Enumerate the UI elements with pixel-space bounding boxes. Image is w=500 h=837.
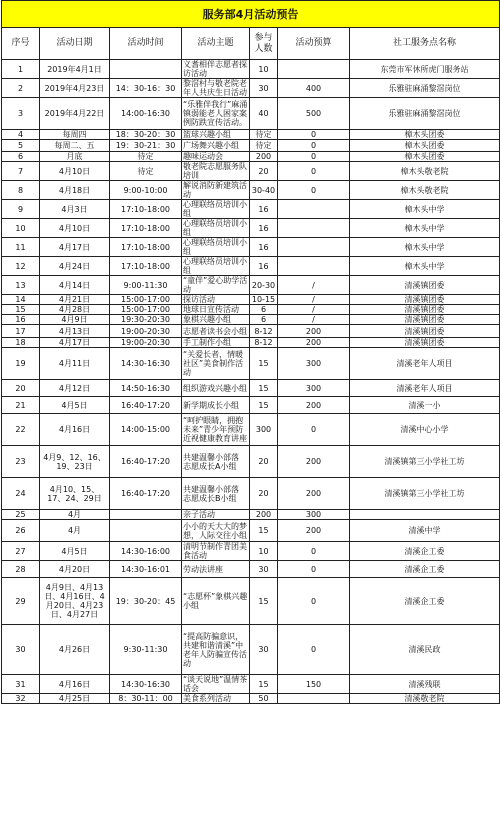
cell-index: 21 — [2, 397, 40, 414]
cell-theme: “关爱长者，情暖社区”美食制作活动 — [182, 348, 250, 380]
cell-date: 4月20日 — [40, 561, 110, 578]
header-index: 序号 — [2, 28, 40, 60]
cell-date: 4月28日 — [40, 305, 110, 315]
cell-budget: 200 — [278, 325, 350, 338]
cell-index: 12 — [2, 257, 40, 276]
cell-time: 待定 — [110, 152, 182, 162]
table-row — [2, 578, 500, 625]
cell-service-point: 清溪老年人项目 — [350, 380, 500, 397]
cell-theme: 心理联络员培训小组 — [182, 219, 250, 238]
cell-theme: 美食系列活动 — [182, 694, 250, 704]
cell-participants: 待定 — [250, 140, 278, 152]
cell-time: 14:30-16:00 — [110, 542, 182, 561]
cell-budget: 500 — [278, 98, 350, 130]
cell-theme: “志愿杯”象棋兴趣小组 — [182, 578, 250, 625]
table-row — [2, 238, 500, 257]
cell-service-point: 清溪镇团委 — [350, 276, 500, 295]
cell-index: 11 — [2, 238, 40, 257]
cell-date: 4月17日 — [40, 238, 110, 257]
cell-participants: 8-12 — [250, 338, 278, 348]
cell-budget: / — [278, 305, 350, 315]
cell-service-point: 清溪镇第三小学社工坊 — [350, 478, 500, 510]
cell-budget: 0 — [278, 414, 350, 446]
cell-index: 7 — [2, 162, 40, 181]
cell-service-point — [350, 510, 500, 520]
cell-time — [110, 520, 182, 542]
cell-participants: 200 — [250, 152, 278, 162]
cell-theme: 劳动法讲座 — [182, 561, 250, 578]
cell-time: 8：30-11：00 — [110, 694, 182, 704]
cell-theme: “童伴”爱心助学活动 — [182, 276, 250, 295]
cell-theme: 亲子活动 — [182, 510, 250, 520]
cell-date: 4月9日 — [40, 315, 110, 325]
cell-budget: 300 — [278, 380, 350, 397]
cell-time — [110, 60, 182, 79]
table-row — [2, 694, 500, 704]
cell-participants: 10-15 — [250, 295, 278, 305]
cell-date: 4月10、15、17、24、29日 — [40, 478, 110, 510]
cell-index: 31 — [2, 675, 40, 694]
cell-budget: 0 — [278, 140, 350, 152]
sheet-title: 服务部4月活动预告 — [2, 1, 500, 28]
cell-participants: 16 — [250, 257, 278, 276]
cell-budget: 300 — [278, 510, 350, 520]
cell-time: 16:40-17:20 — [110, 446, 182, 478]
cell-index: 5 — [2, 140, 40, 152]
table-row — [2, 60, 500, 79]
cell-date: 4月3日 — [40, 200, 110, 219]
cell-participants: 200 — [250, 510, 278, 520]
cell-service-point: 樟木头中学 — [350, 219, 500, 238]
cell-service-point: 清溪企工委 — [350, 578, 500, 625]
cell-participants: 15 — [250, 578, 278, 625]
cell-budget: / — [278, 295, 350, 305]
cell-participants: 30 — [250, 625, 278, 675]
cell-theme: 解说消防新建筑活动 — [182, 181, 250, 200]
table-row — [2, 200, 500, 219]
header-date: 活动日期 — [40, 28, 110, 60]
cell-index: 26 — [2, 520, 40, 542]
cell-time: 16:40-17:20 — [110, 397, 182, 414]
cell-service-point: 清溪镇团委 — [350, 325, 500, 338]
cell-index: 29 — [2, 578, 40, 625]
cell-date: 4月 — [40, 510, 110, 520]
cell-index: 24 — [2, 478, 40, 510]
cell-time: 9:00-10:00 — [110, 181, 182, 200]
cell-date: 每周四 — [40, 130, 110, 140]
cell-theme: “谈天说地”温情茶话会 — [182, 675, 250, 694]
cell-date: 2019年4月1日 — [40, 60, 110, 79]
cell-budget: 150 — [278, 675, 350, 694]
table-row — [2, 79, 500, 98]
cell-budget: 0 — [278, 578, 350, 625]
cell-budget: 200 — [278, 397, 350, 414]
table-row — [2, 98, 500, 130]
cell-date: 4月24日 — [40, 257, 110, 276]
cell-participants: 15 — [250, 520, 278, 542]
cell-date: 每周二、五 — [40, 140, 110, 152]
cell-participants: 8-12 — [250, 325, 278, 338]
table-row — [2, 380, 500, 397]
cell-date: 4月25日 — [40, 694, 110, 704]
cell-time: 14：30-16：30 — [110, 79, 182, 98]
cell-budget — [278, 219, 350, 238]
activity-table — [1, 0, 500, 704]
cell-index: 25 — [2, 510, 40, 520]
cell-participants: 20 — [250, 446, 278, 478]
cell-index: 8 — [2, 181, 40, 200]
cell-service-point: 清溪企工委 — [350, 542, 500, 561]
cell-theme: 清明节制作青团美食活动 — [182, 542, 250, 561]
cell-date: 4月26日 — [40, 625, 110, 675]
cell-service-point: 樟木头团委 — [350, 152, 500, 162]
cell-date: 4月11日 — [40, 348, 110, 380]
cell-index: 10 — [2, 219, 40, 238]
cell-service-point: 清溪老年人项目 — [350, 348, 500, 380]
cell-participants: 300 — [250, 414, 278, 446]
cell-service-point: 樟木头敬老院 — [350, 181, 500, 200]
cell-time: 14:30-16:01 — [110, 561, 182, 578]
table-row — [2, 478, 500, 510]
cell-index: 9 — [2, 200, 40, 219]
cell-participants: 30 — [250, 561, 278, 578]
cell-participants: 30-40 — [250, 181, 278, 200]
cell-theme: 共建温馨小部落 志愿成长A小组 — [182, 446, 250, 478]
cell-theme: “乐雅伴我行”麻涌镇弱能老人困家案例防跌宣传活动。 — [182, 98, 250, 130]
cell-service-point: 清溪中心小学 — [350, 414, 500, 446]
cell-participants: 待定 — [250, 130, 278, 140]
cell-theme: “提高防骗意识，共建和谐清溪”中老年人防骗宣传活动 — [182, 625, 250, 675]
cell-budget — [278, 200, 350, 219]
cell-budget: / — [278, 315, 350, 325]
cell-budget: 0 — [278, 130, 350, 140]
cell-participants: 50 — [250, 694, 278, 704]
table-row — [2, 520, 500, 542]
cell-date: 4月10日 — [40, 219, 110, 238]
cell-index: 18 — [2, 338, 40, 348]
cell-budget: 0 — [278, 542, 350, 561]
cell-time: 9:00-11:30 — [110, 276, 182, 295]
cell-date: 2019年4月22日 — [40, 98, 110, 130]
cell-time: 14:30-16:30 — [110, 348, 182, 380]
cell-budget: 0 — [278, 152, 350, 162]
cell-time: 19:00-20:30 — [110, 338, 182, 348]
cell-participants: 6 — [250, 305, 278, 315]
cell-time: 14:00-15:00 — [110, 414, 182, 446]
cell-participants: 16 — [250, 200, 278, 219]
table-row — [2, 542, 500, 561]
cell-time: 17:10-18:00 — [110, 219, 182, 238]
cell-theme: 敬老院志愿服务队培训 — [182, 162, 250, 181]
cell-time: 17:10-18:00 — [110, 257, 182, 276]
table-row — [2, 446, 500, 478]
table-row — [2, 140, 500, 152]
cell-budget — [278, 694, 350, 704]
cell-budget: 300 — [278, 348, 350, 380]
cell-time: 14:30-16:30 — [110, 675, 182, 694]
table-row — [2, 414, 500, 446]
cell-budget: 200 — [278, 478, 350, 510]
cell-index: 14 — [2, 295, 40, 305]
cell-service-point: 清溪民政 — [350, 625, 500, 675]
cell-theme: 篮球兴趣小组 — [182, 130, 250, 140]
cell-service-point: 樟木头中学 — [350, 257, 500, 276]
cell-participants: 15 — [250, 675, 278, 694]
table-row — [2, 152, 500, 162]
cell-theme: 探访活动 — [182, 295, 250, 305]
cell-date: 4月9、12、16、19、23日 — [40, 446, 110, 478]
table-row — [2, 338, 500, 348]
cell-date: 4月10日 — [40, 162, 110, 181]
cell-budget: / — [278, 276, 350, 295]
cell-time: 14:50-16:30 — [110, 380, 182, 397]
cell-theme: 小小的天大大的梦想，人际交往小组 — [182, 520, 250, 542]
cell-theme: 组织游戏兴趣小组 — [182, 380, 250, 397]
cell-theme: 义耆相伴志愿者探访活动 — [182, 60, 250, 79]
cell-date: 4月16日 — [40, 675, 110, 694]
cell-budget: 0 — [278, 561, 350, 578]
cell-time: 16:40-17:20 — [110, 478, 182, 510]
cell-service-point: 清溪镇团委 — [350, 295, 500, 305]
cell-date: 4月12日 — [40, 380, 110, 397]
table-row — [2, 675, 500, 694]
cell-budget: 0 — [278, 181, 350, 200]
cell-time: 18：30-20：30 — [110, 130, 182, 140]
cell-participants: 20 — [250, 162, 278, 181]
cell-date: 4月17日 — [40, 338, 110, 348]
header-service-point: 社工服务点名称 — [350, 28, 500, 60]
title-row — [2, 1, 500, 28]
cell-participants: 20-30 — [250, 276, 278, 295]
cell-time: 19:30-20:30 — [110, 315, 182, 325]
header-row — [2, 28, 500, 60]
cell-service-point: 樟木头中学 — [350, 200, 500, 219]
cell-date: 4月13日 — [40, 325, 110, 338]
cell-service-point: 清溪一小 — [350, 397, 500, 414]
table-row — [2, 162, 500, 181]
cell-service-point: 樟木头团委 — [350, 140, 500, 152]
cell-budget: 200 — [278, 520, 350, 542]
cell-service-point: 清溪镇第三小学社工坊 — [350, 446, 500, 478]
cell-participants: 20 — [250, 478, 278, 510]
cell-index: 3 — [2, 98, 40, 130]
cell-index: 16 — [2, 315, 40, 325]
table-row — [2, 315, 500, 325]
cell-time: 14:00-16:30 — [110, 98, 182, 130]
cell-date: 4月21日 — [40, 295, 110, 305]
cell-theme: 手工制作小组 — [182, 338, 250, 348]
cell-date: 2019年4月23日 — [40, 79, 110, 98]
cell-service-point: 樟木头敬老院 — [350, 162, 500, 181]
table-row — [2, 325, 500, 338]
cell-participants: 10 — [250, 60, 278, 79]
cell-index: 17 — [2, 325, 40, 338]
cell-theme: 心理联络员培训小组 — [182, 257, 250, 276]
cell-service-point: 乐雅驻麻涌黎滘岗位 — [350, 98, 500, 130]
cell-budget: 0 — [278, 162, 350, 181]
cell-participants: 16 — [250, 238, 278, 257]
cell-index: 27 — [2, 542, 40, 561]
table-row — [2, 181, 500, 200]
cell-participants: 15 — [250, 380, 278, 397]
cell-budget — [278, 238, 350, 257]
cell-date: 4月9日、4月13日、4月16日、4月20日、4月23日、4月27日 — [40, 578, 110, 625]
cell-participants: 40 — [250, 98, 278, 130]
cell-service-point: 乐雅驻麻涌黎滘岗位 — [350, 79, 500, 98]
table-row — [2, 295, 500, 305]
cell-service-point: 清溪残联 — [350, 675, 500, 694]
cell-time: 19:00-20:30 — [110, 325, 182, 338]
cell-service-point: 清溪镇团委 — [350, 305, 500, 315]
cell-index: 28 — [2, 561, 40, 578]
table-row — [2, 219, 500, 238]
cell-participants: 6 — [250, 315, 278, 325]
cell-budget — [278, 60, 350, 79]
cell-service-point: 清溪中学 — [350, 520, 500, 542]
table-row — [2, 305, 500, 315]
cell-time: 17:10-18:00 — [110, 238, 182, 257]
cell-time: 9:30-11:30 — [110, 625, 182, 675]
cell-theme: 共建温馨小部落 志愿成长B小组 — [182, 478, 250, 510]
cell-time — [110, 510, 182, 520]
cell-index: 6 — [2, 152, 40, 162]
cell-index: 32 — [2, 694, 40, 704]
cell-participants: 10 — [250, 542, 278, 561]
header-theme: 活动主题 — [182, 28, 250, 60]
cell-index: 23 — [2, 446, 40, 478]
cell-participants: 15 — [250, 348, 278, 380]
cell-participants: 30 — [250, 79, 278, 98]
cell-theme: 黎滘村与敬老院老年人共庆生日活动 — [182, 79, 250, 98]
cell-budget: 400 — [278, 79, 350, 98]
cell-service-point: 樟木头团委 — [350, 130, 500, 140]
cell-theme: 象棋兴趣小组 — [182, 315, 250, 325]
table-row — [2, 276, 500, 295]
cell-time: 17:10-18:00 — [110, 200, 182, 219]
table-row — [2, 348, 500, 380]
header-budget: 活动预算 — [278, 28, 350, 60]
header-participants: 参与人数 — [250, 28, 278, 60]
cell-index: 20 — [2, 380, 40, 397]
cell-time: 待定 — [110, 162, 182, 181]
table-row — [2, 397, 500, 414]
table-row — [2, 257, 500, 276]
cell-participants: 15 — [250, 397, 278, 414]
cell-theme: 地球日宣传活动 — [182, 305, 250, 315]
cell-time: 15:00-17:00 — [110, 295, 182, 305]
table-row — [2, 561, 500, 578]
cell-index: 1 — [2, 60, 40, 79]
cell-theme: 心理联络员培训小组 — [182, 200, 250, 219]
cell-service-point: 樟木头中学 — [350, 238, 500, 257]
cell-date: 4月5日 — [40, 397, 110, 414]
cell-theme: 心理联络员培训小组 — [182, 238, 250, 257]
cell-date: 4月18日 — [40, 181, 110, 200]
cell-service-point: 清溪企工委 — [350, 561, 500, 578]
cell-date: 月底 — [40, 152, 110, 162]
cell-index: 30 — [2, 625, 40, 675]
cell-budget: 0 — [278, 625, 350, 675]
cell-theme: 趣味运动会 — [182, 152, 250, 162]
cell-index: 4 — [2, 130, 40, 140]
table-row — [2, 625, 500, 675]
cell-time: 19：30-20：45 — [110, 578, 182, 625]
cell-theme: 新学期成长小组 — [182, 397, 250, 414]
header-time: 活动时间 — [110, 28, 182, 60]
cell-budget — [278, 257, 350, 276]
cell-date: 4月 — [40, 520, 110, 542]
cell-index: 22 — [2, 414, 40, 446]
cell-service-point: 东莞市军休所虎门服务站 — [350, 60, 500, 79]
cell-theme: 志愿者读书会小组 — [182, 325, 250, 338]
cell-date: 4月14日 — [40, 276, 110, 295]
cell-time: 19：30-21：30 — [110, 140, 182, 152]
cell-date: 4月16日 — [40, 414, 110, 446]
cell-theme: “呵护眼睛，拥抱未来”青少年预防近视健康教育讲座 — [182, 414, 250, 446]
cell-date: 4月5日 — [40, 542, 110, 561]
cell-service-point: 清溪镇团委 — [350, 338, 500, 348]
cell-index: 13 — [2, 276, 40, 295]
cell-index: 2 — [2, 79, 40, 98]
table-row — [2, 510, 500, 520]
table-row — [2, 130, 500, 140]
cell-time: 15:00-17:00 — [110, 305, 182, 315]
cell-index: 15 — [2, 305, 40, 315]
cell-budget: 200 — [278, 446, 350, 478]
cell-service-point: 清溪敬老院 — [350, 694, 500, 704]
cell-service-point: 清溪镇团委 — [350, 315, 500, 325]
cell-index: 19 — [2, 348, 40, 380]
cell-participants: 16 — [250, 219, 278, 238]
cell-theme: 广场舞兴趣小组 — [182, 140, 250, 152]
cell-budget: 200 — [278, 338, 350, 348]
